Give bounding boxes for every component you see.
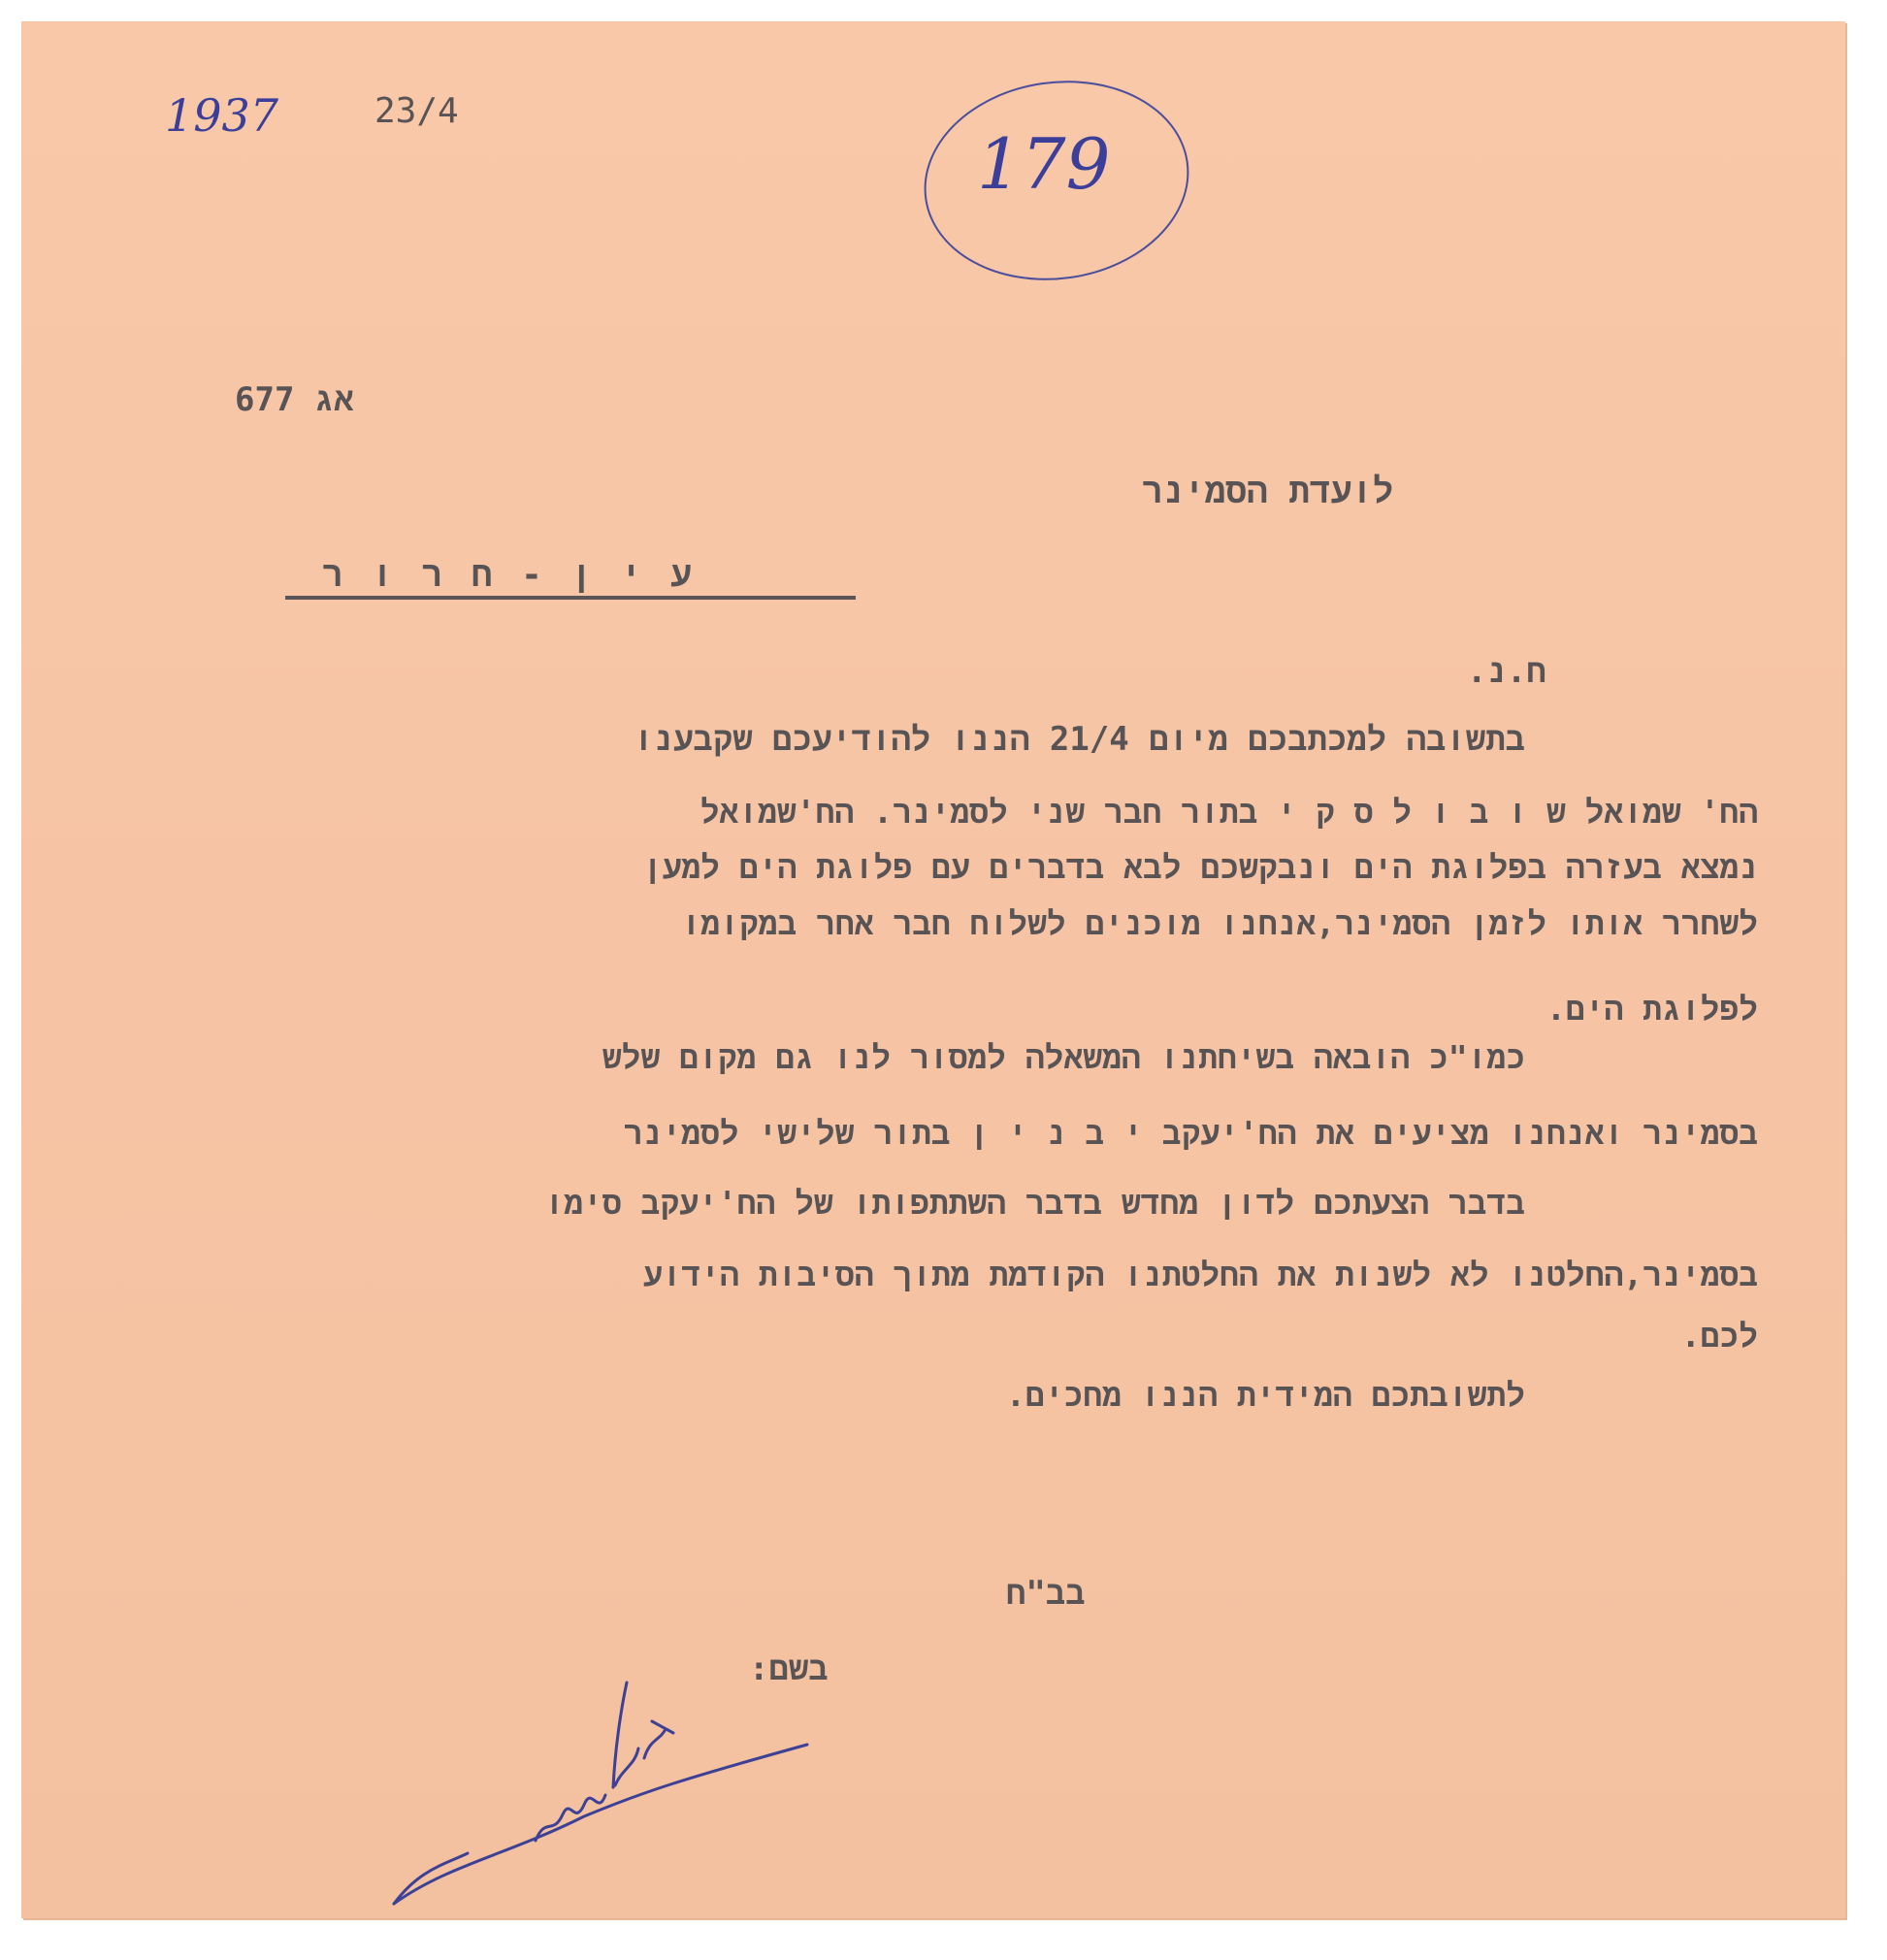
body-line-5: לפלוגת הים.	[1546, 990, 1758, 1028]
on-behalf-label: בשם:	[749, 1650, 829, 1688]
body-line-11: לתשובתכם המידית הננו מחכים.	[1006, 1376, 1525, 1414]
body-line-9: בסמינר,החלטנו לא לשנות את החלטתנו הקודמת מתוך הסיבות הידוע	[642, 1256, 1758, 1293]
folio-number: 179	[977, 123, 1111, 205]
body-line-2: הח' שמואל ש ו ב ו ל ס ק י בתור חבר שני לסמינר. הח'שמואל	[699, 793, 1758, 831]
classification-heading: ע י ן - ח ר ו ר	[322, 555, 696, 595]
body-line-10: לכם.	[1680, 1317, 1758, 1355]
reference-number: אג 677	[235, 380, 354, 419]
date-stamp: 23/4	[374, 91, 459, 131]
recipient-line: לועדת הסמינר	[1142, 472, 1394, 511]
body-line-8: בדבר הצעתכם לדון מחדש בדבר השתתפותו של הח'יעקב סימו	[544, 1184, 1525, 1222]
body-line-3: נמצא בעזרה בפלוגת הים ונבקשכם לבא בדברים עם פלוגת הים למען	[642, 848, 1758, 886]
handwritten-signature	[390, 1671, 856, 1923]
heading-underline	[285, 596, 856, 600]
body-line-6: כמו"כ הובאה בשיחתנו המשאלה למסור לנו גם מקום שלש	[602, 1038, 1525, 1076]
closing-regards: בב"ח	[1006, 1574, 1086, 1613]
salutation: ח.נ.	[1467, 652, 1546, 691]
body-line-1: בתשובה למכתבכם מיום 21/4 הננו להודיעכם שקבענו	[634, 720, 1525, 759]
handwritten-year: 1937	[165, 89, 279, 142]
body-line-4: לשחרר אותו לזמן הסמינר,אנחנו מוכנים לשלוח חבר אחר במקומו	[681, 904, 1758, 942]
letter-page	[21, 21, 1845, 1918]
body-line-7: בסמינר ואנחנו מציעים את הח'יעקב י ב נ י ן בתור שלישי לסמינר	[623, 1114, 1758, 1152]
